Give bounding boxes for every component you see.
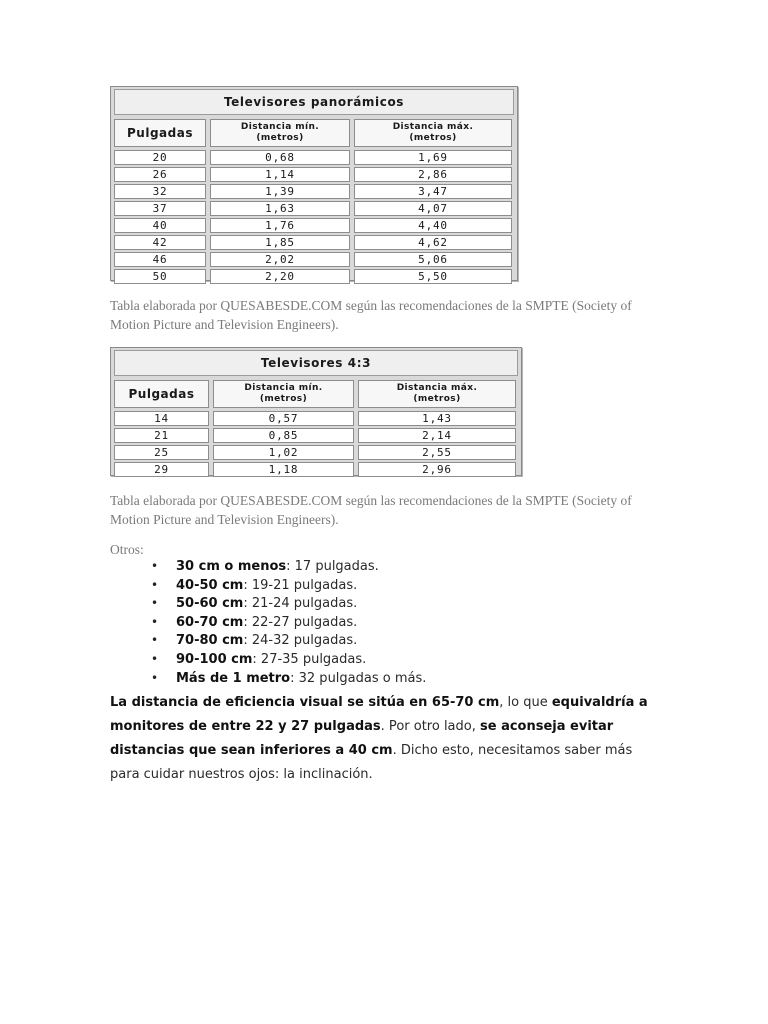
header-distancia-min-line1: Distancia mín. — [240, 122, 320, 132]
cell-distancia-max: 3,47 — [354, 184, 512, 199]
cell-distancia-min: 1,63 — [210, 201, 350, 216]
cell-distancia-min: 1,76 — [210, 218, 350, 233]
list-item — [150, 559, 426, 578]
table-televisores-panoramicos — [110, 86, 518, 281]
table-row — [114, 252, 514, 267]
cell-distancia-max: 5,06 — [354, 252, 512, 267]
list-item — [150, 671, 426, 690]
list-item-distance: 50-60 cm — [176, 596, 244, 612]
header-distancia-max-line2: (metros) — [409, 133, 457, 143]
list-item-distance: 40-50 cm — [176, 577, 244, 593]
cell-distancia-min: 2,20 — [210, 269, 350, 284]
table-televisores-4-3 — [110, 347, 522, 476]
cell-distancia-min: 1,18 — [213, 462, 354, 477]
list-item — [150, 596, 426, 615]
table-header — [114, 119, 514, 147]
cell-distancia-min: 2,02 — [210, 252, 350, 267]
cell-distancia-min: 0,85 — [213, 428, 354, 443]
cell-pulgadas: 40 — [114, 218, 206, 233]
cell-distancia-min: 0,57 — [213, 411, 354, 426]
header-distancia-min — [210, 119, 350, 147]
cell-distancia-min: 1,14 — [210, 167, 350, 182]
list-item — [150, 615, 426, 634]
table-row — [114, 445, 518, 460]
cell-distancia-max: 2,96 — [358, 462, 516, 477]
header-distancia-max-line2: (metros) — [413, 394, 461, 404]
header-pulgadas: Pulgadas — [114, 380, 209, 408]
cell-pulgadas: 42 — [114, 235, 206, 250]
list-item-value: : 17 pulgadas. — [286, 559, 379, 574]
list-item-distance: 30 cm o menos — [176, 559, 287, 574]
list-item-value: : 32 pulgadas o más. — [290, 670, 427, 686]
cell-distancia-min: 0,68 — [210, 150, 350, 165]
paragraph-text-1: , lo que — [499, 695, 552, 710]
list-item-value: : 22-27 pulgadas. — [243, 614, 358, 630]
cell-distancia-min: 1,85 — [210, 235, 350, 250]
table-title: Televisores 4:3 — [114, 350, 518, 376]
list-item-value: : 21-24 pulgadas. — [243, 596, 358, 612]
cell-pulgadas: 46 — [114, 252, 206, 267]
cell-distancia-max: 5,50 — [354, 269, 512, 284]
list-item — [150, 578, 426, 597]
table-row — [114, 167, 514, 182]
otros-list — [150, 559, 426, 689]
cell-pulgadas: 37 — [114, 201, 206, 216]
paragraph-bold-3: se aconseja evitar distancias que sean inferiores a 40 cm — [110, 719, 614, 758]
table-row — [114, 269, 514, 284]
header-pulgadas: Pulgadas — [114, 119, 206, 147]
table-row — [114, 428, 518, 443]
cell-distancia-max: 4,07 — [354, 201, 512, 216]
cell-pulgadas: 26 — [114, 167, 206, 182]
header-distancia-min-line2: (metros) — [259, 394, 308, 404]
paragraph-bold-2: equivaldría a monitores de entre 22 y 27 pulgadas — [110, 695, 648, 734]
list-item-value: : 19-21 pulgadas. — [243, 577, 358, 593]
table-row — [114, 150, 514, 165]
table-row — [114, 411, 518, 426]
list-item — [150, 633, 426, 652]
header-distancia-min-line1: Distancia mín. — [244, 383, 323, 393]
list-item-distance: 90-100 cm — [176, 651, 253, 667]
header-distancia-min-line2: (metros) — [256, 133, 304, 143]
cell-pulgadas: 20 — [114, 150, 206, 165]
table-header — [114, 380, 518, 408]
cell-distancia-max: 1,69 — [354, 150, 512, 165]
paragraph-text-2: . Por otro lado, — [380, 719, 480, 734]
header-distancia-max-line1: Distancia máx. — [392, 122, 474, 132]
header-distancia-max-line1: Distancia máx. — [396, 383, 478, 393]
cell-pulgadas: 32 — [114, 184, 206, 199]
otros-label: Otros: — [110, 542, 144, 557]
cell-distancia-max: 2,14 — [358, 428, 516, 443]
paragraph-text-3: . Dicho esto, necesitamos saber más para cuidar nuestros ojos: la inclinación. — [110, 743, 633, 782]
list-item-value: : 27-35 pulgadas. — [252, 651, 367, 667]
cell-distancia-max: 2,55 — [358, 445, 516, 460]
cell-pulgadas: 21 — [114, 428, 209, 443]
table-title: Televisores panorámicos — [114, 89, 514, 115]
table-caption: Tabla elaborada por QUESABESDE.COM según las recomendaciones de la SMPTE (Society of Motion Picture and Television Engineers). — [110, 493, 632, 527]
list-item-distance: 60-70 cm — [176, 614, 244, 630]
cell-pulgadas: 14 — [114, 411, 209, 426]
cell-pulgadas: 29 — [114, 462, 209, 477]
table-row — [114, 184, 514, 199]
cell-distancia-max: 2,86 — [354, 167, 512, 182]
table-row — [114, 201, 514, 216]
list-item-value: : 24-32 pulgadas. — [243, 633, 358, 649]
cell-pulgadas: 25 — [114, 445, 209, 460]
header-distancia-max — [354, 119, 512, 147]
header-distancia-max — [358, 380, 516, 408]
cell-distancia-max: 4,62 — [354, 235, 512, 250]
table-row — [114, 235, 514, 250]
cell-distancia-min: 1,02 — [213, 445, 354, 460]
table-caption: Tabla elaborada por QUESABESDE.COM según las recomendaciones de la SMPTE (Society of Motion Picture and Television Engineers). — [110, 298, 632, 332]
cell-distancia-max: 4,40 — [354, 218, 512, 233]
body-paragraph — [110, 691, 655, 787]
header-distancia-min — [213, 380, 354, 408]
list-item-distance: 70-80 cm — [176, 633, 244, 649]
cell-pulgadas: 50 — [114, 269, 206, 284]
cell-distancia-max: 1,43 — [358, 411, 516, 426]
table-row — [114, 218, 514, 233]
cell-distancia-min: 1,39 — [210, 184, 350, 199]
table-row — [114, 462, 518, 477]
paragraph-bold-1: La distancia de eficiencia visual se sitúa en 65-70 cm — [110, 695, 500, 710]
list-item-distance: Más de 1 metro — [176, 670, 291, 686]
list-item — [150, 652, 426, 671]
